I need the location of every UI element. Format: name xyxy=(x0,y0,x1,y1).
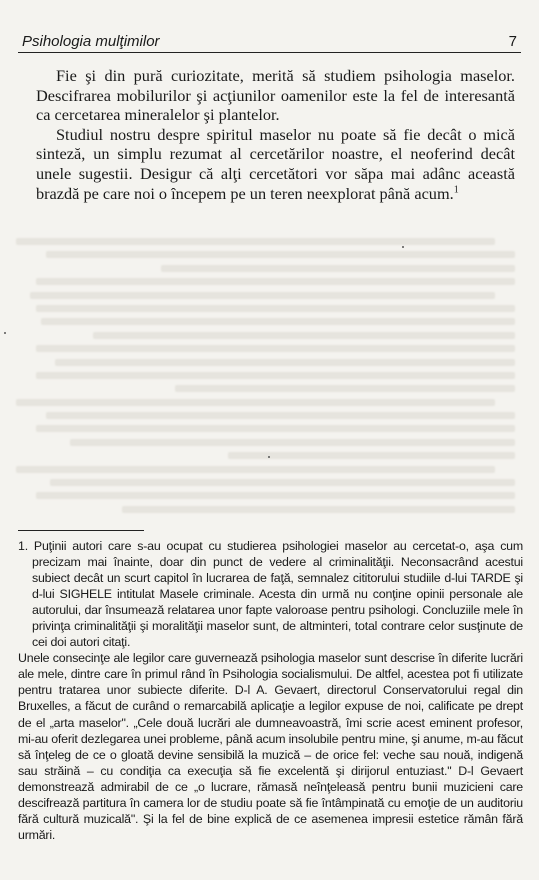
bleed-through-line xyxy=(30,292,495,299)
footnote xyxy=(18,538,523,843)
bleed-through-area xyxy=(36,232,515,519)
footnote-paragraph-2: Unele consecinţe ale legilor care guvernează psihologia maselor sunt descrise în diferite lucrări ale mele, dintre care în primul rând în Psihologia socialismului. De altfel, acestea pot fi utilizate pentru tratarea unor subiecte diferite. D-l A. Gevaert, directorul Conservatorului regal din Bruxelles, a făcut de curând o remarcabilă aplicaţie a legilor expuse de noi, calificate pe drept de el „arta maselor". „Cele două lucrări ale dumneavoastră, îmi scrie acest eminent profesor, mi-au oferit dezlegarea unei probleme, până acum insolubile pentru mine, şi anume, m-au făcut să înţeleg de ce o gloată devine sensibilă la muzică – de orice fel: veche sau nouă, indigenă sau străină – cu condiţia ca execuţia să fie excelentă şi dirijorul entuziast." D-l Gevaert demonstrează admirabil de ce „o lucrare, rămasă neînţeleasă pentru bunii muzicieni care descifrează partitura în camera lor de studiu poate să fie întâmpinată cu emoţie de un auditoriu fără cultură muzicală". Şi la fel de bine explică de ce asemenea impresii estetice rămân fără urmări. xyxy=(18,651,523,842)
bleed-through-texture xyxy=(36,238,515,513)
footnote-divider xyxy=(18,530,144,531)
running-header xyxy=(18,26,521,53)
print-speck xyxy=(4,332,6,334)
bleed-through-line xyxy=(16,466,495,473)
bleed-through-line xyxy=(70,439,515,446)
bleed-through-line xyxy=(36,305,515,312)
bleed-through-line xyxy=(228,452,515,459)
bleed-through-line xyxy=(36,492,515,499)
bleed-through-line xyxy=(36,425,515,432)
bleed-through-line xyxy=(46,251,515,258)
paragraph-1-text: Fie şi din pură curiozitate, merită să studiem psihologia maselor. Descifrarea mobilurilor şi acţiunilor oamenilor este la fel de interesantă ca cercetarea mineralelor şi plantelor. xyxy=(36,66,515,125)
page-number: 7 xyxy=(508,33,517,50)
main-text xyxy=(36,66,515,203)
bleed-through-line xyxy=(55,359,515,366)
bleed-through-line xyxy=(36,278,515,285)
print-speck xyxy=(268,456,270,458)
print-speck xyxy=(402,246,404,248)
running-title: Psihologia mulţimilor xyxy=(22,33,160,50)
bleed-through-line xyxy=(161,265,515,272)
paragraph-1 xyxy=(36,66,515,125)
bleed-through-line xyxy=(16,238,495,245)
bleed-through-line xyxy=(41,318,515,325)
bleed-through-line xyxy=(16,399,495,406)
bleed-through-line xyxy=(50,479,515,486)
bleed-through-line xyxy=(122,506,515,513)
footnote-paragraph-1: 1. Puţinii autori care s-au ocupat cu studierea psihologiei maselor au cercetat-o, aşa cum precizam mai înainte, doar din punct de vedere al criminalităţii. Neconsacrând acestui subiect decât un scurt capitol în lucrarea de faţă, semnalez cititorului studiile d-lui TARDE şi d-lui SIGHELE intitulat Masele criminale. Acesta din urmă nu conţine opinii personale ale autorului, dar însumează relatarea unor fapte valoroase pentru psihologi. Concluziile mele în privinţa criminalităţii şi moralităţii maselor sunt, de altminteri, total contrare celor susţinute de cei doi autori citaţi. xyxy=(18,539,523,650)
bleed-through-line xyxy=(175,385,515,392)
paragraph-2-text: Studiul nostru despre spiritul maselor nu poate să fie decât o mică sinteză, un simplu rezumat al cercetărilor noastre, el neoferind decât unele sugestii. Desigur că alţi cercetători vor săpa mai adânc această brazdă pe care noi o începem pe un teren neexplorat până acum. xyxy=(36,124,515,203)
paragraph-2 xyxy=(36,125,515,203)
bleed-through-line xyxy=(46,412,515,419)
footnote-reference: 1 xyxy=(453,184,459,196)
bleed-through-line xyxy=(36,345,515,352)
bleed-through-line xyxy=(36,372,515,379)
bleed-through-line xyxy=(93,332,515,339)
